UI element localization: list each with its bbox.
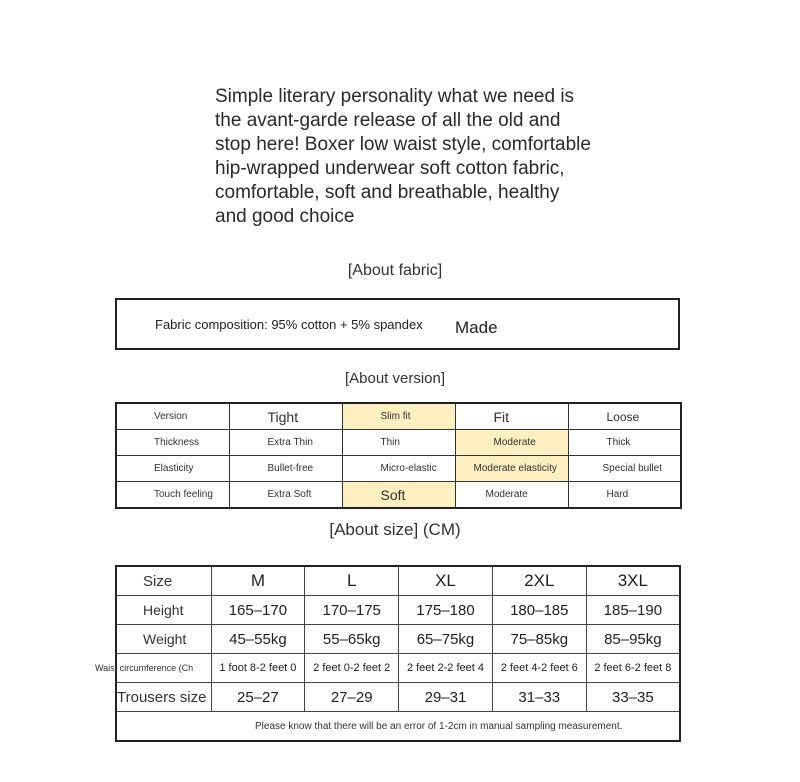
size-row-trousers: [116, 683, 680, 712]
version-cell-highlight: Moderate elasticity: [455, 456, 568, 482]
size-cell: 185–190: [586, 596, 680, 625]
version-cell: Special bullet: [568, 456, 681, 482]
version-cell: Extra Thin: [229, 430, 342, 456]
size-cell: 65–75kg: [399, 625, 493, 654]
size-cell: 180–185: [492, 596, 586, 625]
version-row-label: Version: [116, 403, 229, 430]
size-header-cell: L: [305, 566, 399, 596]
version-row-touch: [116, 482, 681, 509]
version-cell: Loose: [568, 403, 681, 430]
version-cell: Thin: [342, 430, 455, 456]
size-header-cell: Size: [116, 566, 211, 596]
size-cell: 45–55kg: [211, 625, 305, 654]
size-header-cell: 2XL: [492, 566, 586, 596]
size-header-cell: XL: [399, 566, 493, 596]
version-cell: Micro-elastic: [342, 456, 455, 482]
size-cell: 55–65kg: [305, 625, 399, 654]
size-cell: 33–35: [586, 683, 680, 712]
size-section-title: [About size] (CM): [329, 520, 461, 539]
version-cell: Hard: [568, 482, 681, 509]
size-cell: 75–85kg: [492, 625, 586, 654]
size-row-label: Trousers size: [116, 683, 211, 712]
size-cell: 2 feet 6-2 feet 8: [586, 654, 680, 683]
version-row-label: Elasticity: [116, 456, 229, 482]
version-cell-highlight: Slim fit: [342, 403, 455, 430]
size-header-row: [116, 566, 680, 596]
size-row-label: Waist circumference (Ch: [116, 654, 211, 683]
intro-text: Simple literary personality what we need is the avant-garde release of all the old and stop here! Boxer low waist style, comfortable hip-wrapped underwear soft cotton fabric, comfortable, soft and breathable, healthy and good choice: [215, 86, 591, 227]
version-cell: Thick: [568, 430, 681, 456]
size-row-label: Weight: [116, 625, 211, 654]
version-cell: Moderate: [455, 482, 568, 509]
size-cell: 85–95kg: [586, 625, 680, 654]
size-row-weight: [116, 625, 680, 654]
size-row-waist: [116, 654, 680, 683]
size-cell: 170–175: [305, 596, 399, 625]
version-cell: Tight: [229, 403, 342, 430]
size-cell: 29–31: [399, 683, 493, 712]
version-row-label: Thickness: [116, 430, 229, 456]
fabric-made: Made: [455, 318, 498, 337]
size-cell: 27–29: [305, 683, 399, 712]
size-table: [95, 565, 681, 742]
size-cell: 175–180: [399, 596, 493, 625]
size-header-cell: 3XL: [586, 566, 680, 596]
size-cell: 165–170: [211, 596, 305, 625]
version-cell: Extra Soft: [229, 482, 342, 509]
size-row-label: Height: [116, 596, 211, 625]
size-cell: 25–27: [211, 683, 305, 712]
size-cell: 2 feet 0-2 feet 2: [305, 654, 399, 683]
version-row-thickness: [116, 430, 681, 456]
size-note-row: [116, 712, 680, 742]
version-row-label: Touch feeling: [116, 482, 229, 509]
size-header-cell: M: [211, 566, 305, 596]
size-row-height: [116, 596, 680, 625]
size-cell: 1 foot 8-2 feet 0: [211, 654, 305, 683]
version-cell: Fit: [455, 403, 568, 430]
fabric-section-title: [About fabric]: [347, 262, 443, 279]
version-cell-highlight: Moderate: [455, 430, 568, 456]
version-cell-highlight: Soft: [342, 482, 455, 509]
version-cell: Bullet-free: [229, 456, 342, 482]
version-table: [115, 402, 682, 509]
measurement-note: Please know that there will be an error of 1-2cm in manual sampling measurement.: [116, 712, 680, 742]
version-section-title: [About version]: [344, 370, 446, 387]
fabric-box: [115, 298, 680, 350]
version-row-elasticity: [116, 456, 681, 482]
fabric-composition: Fabric composition: 95% cotton + 5% spandex: [155, 317, 423, 332]
size-cell: 31–33: [492, 683, 586, 712]
size-cell: 2 feet 4-2 feet 6: [492, 654, 586, 683]
version-row-version: [116, 403, 681, 430]
size-cell: 2 feet 2-2 feet 4: [399, 654, 493, 683]
